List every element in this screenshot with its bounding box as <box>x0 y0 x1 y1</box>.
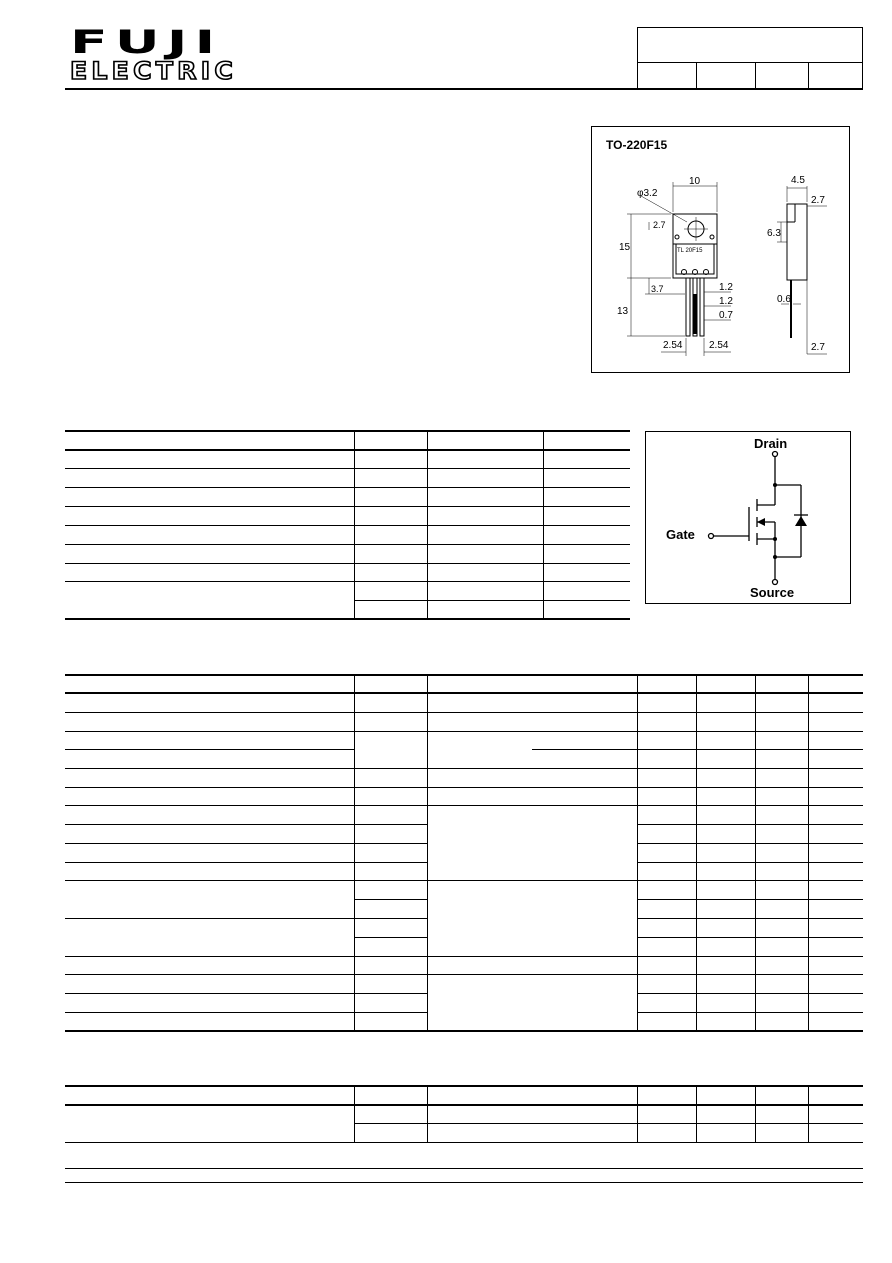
package-title: TO-220F15 <box>606 138 668 152</box>
source-label: Source <box>750 585 795 600</box>
dim-side-tab: 6.3 <box>767 228 781 239</box>
dim-body-height: 15 <box>619 242 631 253</box>
dim-pitch-right: 2.54 <box>709 340 729 351</box>
drain-label: Drain <box>754 436 788 451</box>
dim-side-depth: 4.5 <box>791 175 805 186</box>
dim-side-bottom: 2.7 <box>811 342 825 353</box>
dim-lead-width-b: 1.2 <box>719 296 733 307</box>
footer-rule-2 <box>65 1182 863 1183</box>
header-rule <box>65 88 863 90</box>
dim-side-step: 2.7 <box>811 195 825 206</box>
gate-label: Gate <box>666 527 695 542</box>
dim-width: 10 <box>689 176 701 187</box>
footer-rule-1 <box>65 1168 863 1169</box>
dim-lead-thickness: 0.7 <box>719 310 733 321</box>
dim-hole: φ3.2 <box>637 188 658 199</box>
fuji-logo-text: FUJI <box>70 23 223 61</box>
package-marking: TL 20F15 <box>677 248 703 254</box>
dim-pitch-left: 2.54 <box>663 340 683 351</box>
dim-tab-gap: 3.7 <box>651 284 664 294</box>
mosfet-symbol <box>645 431 850 603</box>
package-drawing <box>591 126 849 372</box>
dim-lead-width-a: 1.2 <box>719 282 733 293</box>
dim-side-lead: 0.6 <box>777 294 791 305</box>
dim-top-to-hole: 2.7 <box>653 220 666 230</box>
title-block <box>637 27 863 88</box>
dim-lead-length: 13 <box>617 306 629 317</box>
electric-logo-text: ELECTRIC <box>70 57 238 85</box>
